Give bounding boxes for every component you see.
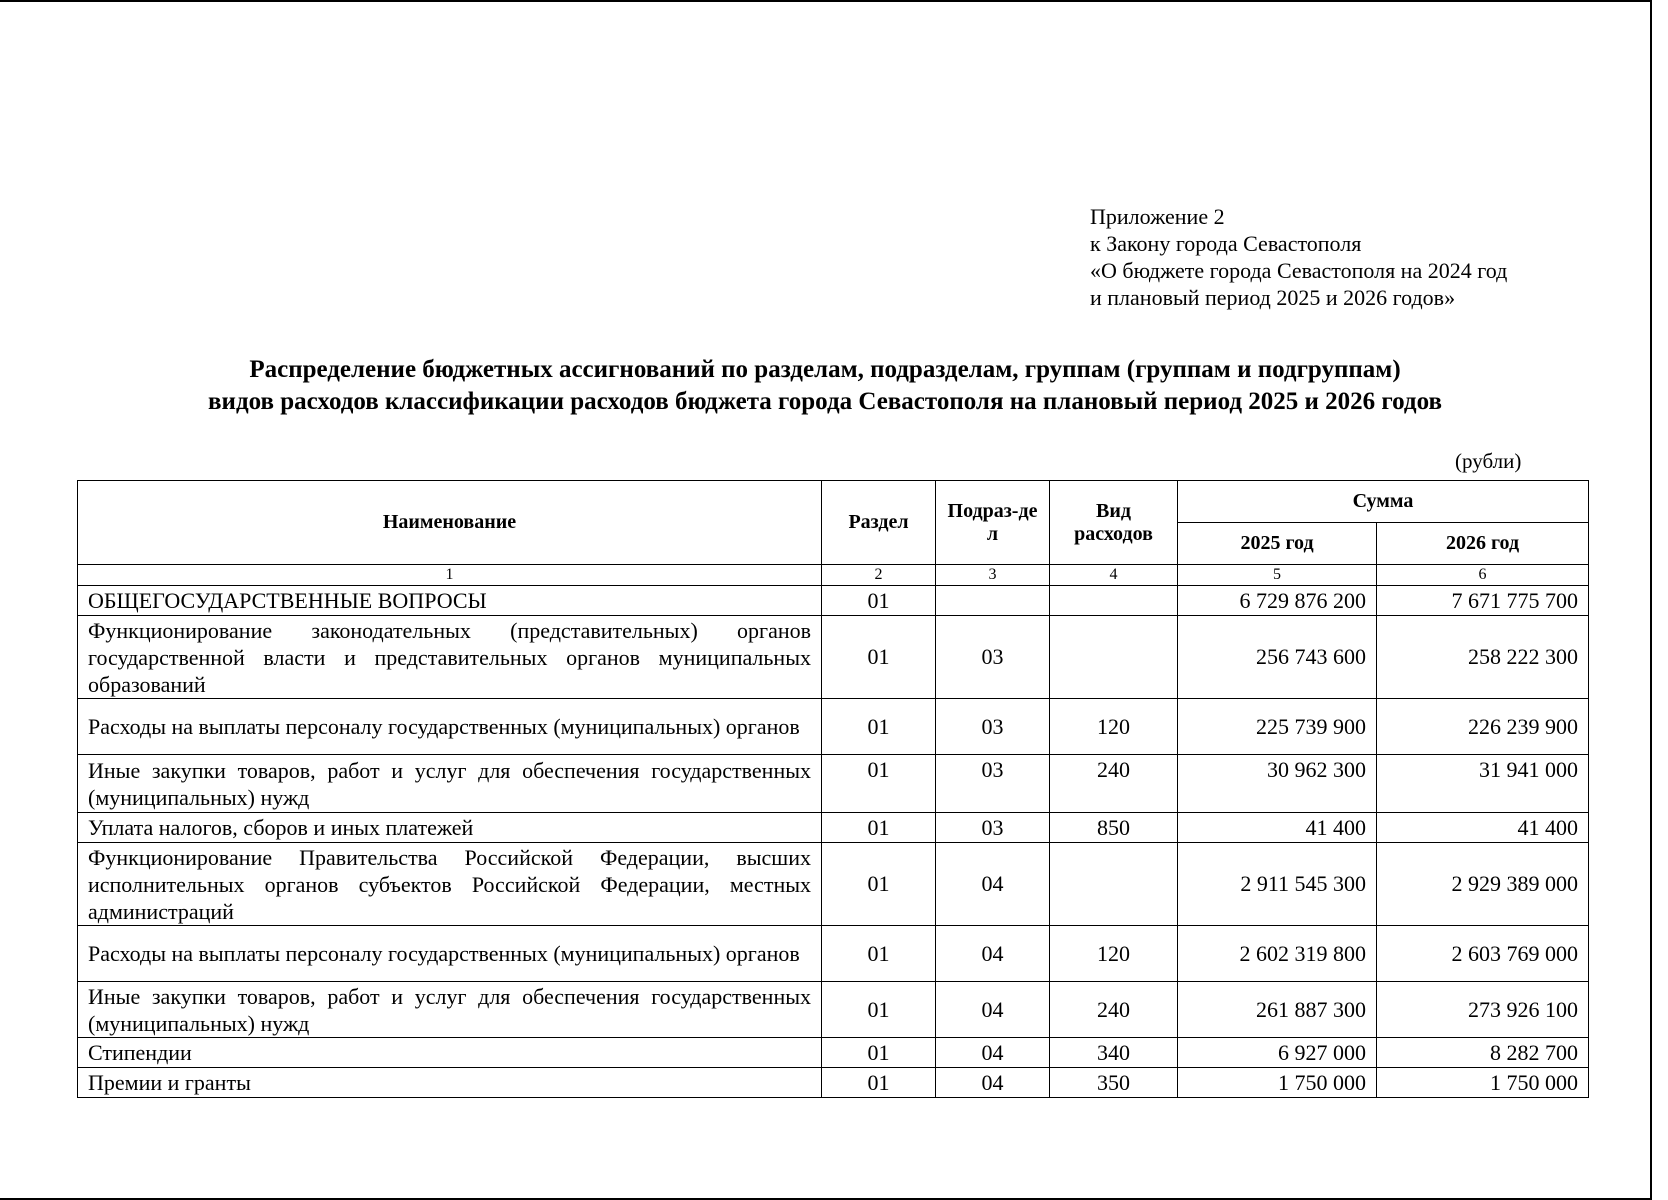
row-name: Расходы на выплаты персоналу государственных (муниципальных) органов bbox=[78, 699, 822, 755]
row-amount-2025: 6 729 876 200 bbox=[1178, 586, 1377, 616]
row-expense-type bbox=[1050, 616, 1178, 699]
row-amount-2026: 2 929 389 000 bbox=[1377, 843, 1589, 926]
row-section: 01 bbox=[822, 616, 936, 699]
row-expense-type bbox=[1050, 843, 1178, 926]
table-row bbox=[78, 755, 1589, 813]
row-section: 01 bbox=[822, 982, 936, 1038]
row-subsection: 03 bbox=[936, 616, 1050, 699]
row-section: 01 bbox=[822, 699, 936, 755]
row-amount-2026: 258 222 300 bbox=[1377, 616, 1589, 699]
header-name: Наименование bbox=[78, 481, 822, 565]
row-section: 01 bbox=[822, 926, 936, 982]
table-row bbox=[78, 843, 1589, 926]
row-name: Функционирование Правительства Российской Федерации, высших исполнительных органов субъектов Российской Федерации, местных администраций bbox=[78, 843, 822, 926]
column-number: 5 bbox=[1178, 565, 1377, 586]
row-subsection: 04 bbox=[936, 1038, 1050, 1068]
row-name: Функционирование законодательных (представительных) органов государственной власти и представительных органов муниципальных образований bbox=[78, 616, 822, 699]
row-subsection: 04 bbox=[936, 982, 1050, 1038]
header-year-2025: 2025 год bbox=[1178, 523, 1377, 565]
row-expense-type: 850 bbox=[1050, 813, 1178, 843]
row-name: Расходы на выплаты персоналу государственных (муниципальных) органов bbox=[78, 926, 822, 982]
row-amount-2025: 261 887 300 bbox=[1178, 982, 1377, 1038]
row-subsection: 03 bbox=[936, 755, 1050, 813]
row-section: 01 bbox=[822, 1038, 936, 1068]
table-row bbox=[78, 813, 1589, 843]
header-subsection-label: Подраз-дел bbox=[947, 499, 1038, 545]
row-section: 01 bbox=[822, 755, 936, 813]
row-expense-type: 120 bbox=[1050, 926, 1178, 982]
row-amount-2025: 225 739 900 bbox=[1178, 699, 1377, 755]
row-section: 01 bbox=[822, 843, 936, 926]
row-amount-2025: 6 927 000 bbox=[1178, 1038, 1377, 1068]
row-expense-type: 340 bbox=[1050, 1038, 1178, 1068]
row-amount-2026: 7 671 775 700 bbox=[1377, 586, 1589, 616]
appendix-line: и плановый период 2025 и 2026 годов» bbox=[1090, 285, 1456, 310]
row-amount-2026: 31 941 000 bbox=[1377, 755, 1589, 813]
row-expense-type bbox=[1050, 586, 1178, 616]
budget-table bbox=[77, 480, 1589, 1098]
row-amount-2026: 8 282 700 bbox=[1377, 1038, 1589, 1068]
units-label: (рубли) bbox=[1455, 449, 1522, 473]
row-name: Премии и гранты bbox=[78, 1068, 822, 1098]
row-name: ОБЩЕГОСУДАРСТВЕННЫЕ ВОПРОСЫ bbox=[78, 586, 822, 616]
row-amount-2026: 226 239 900 bbox=[1377, 699, 1589, 755]
header-sum: Сумма bbox=[1178, 481, 1589, 523]
table-row bbox=[78, 586, 1589, 616]
row-amount-2025: 256 743 600 bbox=[1178, 616, 1377, 699]
table-row bbox=[78, 699, 1589, 755]
row-name: Уплата налогов, сборов и иных платежей bbox=[78, 813, 822, 843]
row-subsection: 03 bbox=[936, 813, 1050, 843]
row-subsection: 04 bbox=[936, 926, 1050, 982]
table-row bbox=[78, 982, 1589, 1038]
table-row bbox=[78, 1068, 1589, 1098]
row-subsection: 03 bbox=[936, 699, 1050, 755]
row-section: 01 bbox=[822, 1068, 936, 1098]
appendix-block bbox=[1090, 203, 1507, 311]
row-amount-2026: 41 400 bbox=[1377, 813, 1589, 843]
table-row bbox=[78, 616, 1589, 699]
row-name: Иные закупки товаров, работ и услуг для обеспечения государственных (муниципальных) нужд bbox=[78, 755, 822, 813]
row-amount-2025: 2 911 545 300 bbox=[1178, 843, 1377, 926]
header-expense-type: Вид расходов bbox=[1050, 481, 1178, 565]
title-line-1: Распределение бюджетных ассигнований по разделам, подразделам, группам (группам и подгруппам) bbox=[249, 356, 1401, 383]
row-section: 01 bbox=[822, 586, 936, 616]
row-expense-type: 240 bbox=[1050, 755, 1178, 813]
row-amount-2026: 273 926 100 bbox=[1377, 982, 1589, 1038]
appendix-line: Приложение 2 bbox=[1090, 204, 1225, 229]
title-line-2: видов расходов классификации расходов бюджета города Севастополя на плановый период 2025 и 2026 годов bbox=[208, 388, 1442, 415]
column-number: 4 bbox=[1050, 565, 1178, 586]
document-title bbox=[0, 354, 1650, 418]
column-number: 1 bbox=[78, 565, 822, 586]
row-section: 01 bbox=[822, 813, 936, 843]
row-amount-2026: 1 750 000 bbox=[1377, 1068, 1589, 1098]
appendix-line: к Закону города Севастополя bbox=[1090, 231, 1362, 256]
row-subsection bbox=[936, 586, 1050, 616]
row-name: Стипендии bbox=[78, 1038, 822, 1068]
column-number: 6 bbox=[1377, 565, 1589, 586]
column-number: 2 bbox=[822, 565, 936, 586]
row-name: Иные закупки товаров, работ и услуг для обеспечения государственных (муниципальных) нужд bbox=[78, 982, 822, 1038]
header-section: Раздел bbox=[822, 481, 936, 565]
row-subsection: 04 bbox=[936, 843, 1050, 926]
row-amount-2025: 1 750 000 bbox=[1178, 1068, 1377, 1098]
row-amount-2025: 30 962 300 bbox=[1178, 755, 1377, 813]
table-row bbox=[78, 1038, 1589, 1068]
row-subsection: 04 bbox=[936, 1068, 1050, 1098]
row-expense-type: 350 bbox=[1050, 1068, 1178, 1098]
appendix-line: «О бюджете города Севастополя на 2024 год bbox=[1090, 258, 1508, 283]
row-amount-2026: 2 603 769 000 bbox=[1377, 926, 1589, 982]
table-row bbox=[78, 926, 1589, 982]
row-amount-2025: 2 602 319 800 bbox=[1178, 926, 1377, 982]
header-year-2026: 2026 год bbox=[1377, 523, 1589, 565]
row-amount-2025: 41 400 bbox=[1178, 813, 1377, 843]
row-expense-type: 240 bbox=[1050, 982, 1178, 1038]
row-expense-type: 120 bbox=[1050, 699, 1178, 755]
header-subsection bbox=[936, 481, 1050, 565]
column-number: 3 bbox=[936, 565, 1050, 586]
